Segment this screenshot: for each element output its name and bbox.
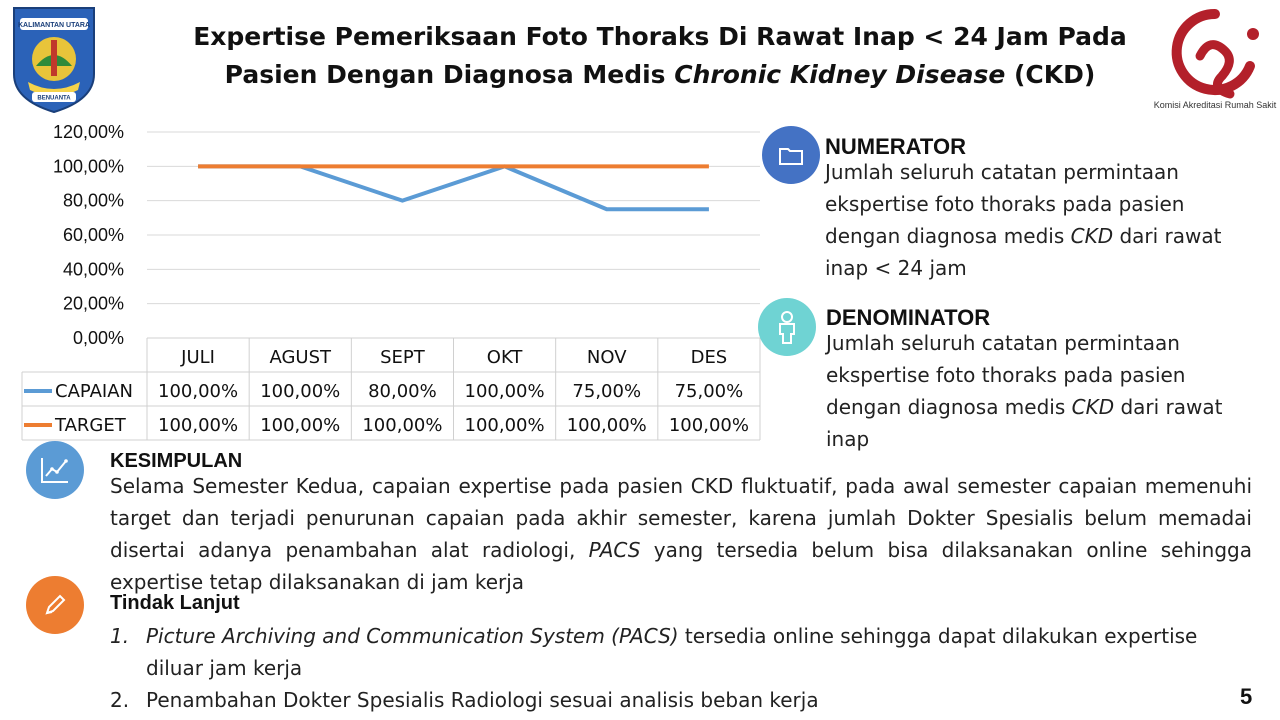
kesimpulan-icon-circle — [26, 441, 84, 499]
data-label: 75,00% — [674, 381, 744, 402]
y-tick-label: 80,00% — [62, 190, 124, 211]
page-title — [160, 18, 1160, 94]
legend-label: TARGET — [55, 415, 126, 436]
kars-caption: Komisi Akreditasi Rumah Sakit — [1153, 100, 1277, 110]
y-tick-label: 120,00% — [52, 122, 124, 142]
x-category-label: AGUST — [269, 347, 332, 368]
data-label: 100,00% — [362, 415, 443, 436]
data-label: 100,00% — [464, 415, 545, 436]
y-tick-label: 100,00% — [52, 156, 124, 177]
y-tick-label: 60,00% — [62, 225, 124, 245]
x-category-label: JULI — [181, 347, 215, 368]
tindak-lanjut-item-2: 2. Penambahan Dokter Spesialis Radiologi sesuai analisis beban kerja — [110, 688, 819, 712]
denominator-heading: DENOMINATOR — [826, 305, 991, 330]
data-label: 100,00% — [464, 381, 545, 402]
province-logo — [8, 4, 100, 114]
title-line-1: Expertise Pemeriksaan Foto Thoraks Di Rawat Inap < 24 Jam Pada — [193, 22, 1127, 51]
kesimpulan-heading: KESIMPULAN — [110, 450, 243, 472]
numerator-icon-circle — [762, 126, 820, 184]
y-tick-label: 0,00% — [72, 328, 124, 348]
tindak-lanjut-item-1: 1. Picture Archiving and Communication System (PACS) tersedia online sehingga dapat dilakukan expertise diluar jam kerja — [110, 624, 1198, 680]
kesimpulan-text: Selama Semester Kedua, capaian expertise pada pasien CKD fluktuatif, pada awal semester capaian memenuhi target dan terjadi penurunan capaian pada akhir semester, karena jumlah Dokter Spesialis belum memadai disertai adanya penambahan alat radiologi, PACS yang tersedia belum bisa dilaksanakan online sehingga expertise tetap dilaksanakan di jam kerja — [110, 474, 1252, 594]
tindak-lanjut-icon-circle — [26, 576, 84, 634]
numerator-body: Jumlah seluruh catatan permintaan ekspertise foto thoraks pada pasien dengan diagnosa medis CKD dari rawat inap < 24 jam — [825, 160, 1222, 280]
data-label: 100,00% — [158, 415, 239, 436]
y-tick-label: 40,00% — [62, 259, 124, 280]
logo-banner-bottom: BENUANTA — [37, 95, 71, 102]
data-label: 75,00% — [572, 381, 642, 402]
logo-banner-top: KALIMANTAN UTARA — [17, 22, 91, 29]
numerator-heading: NUMERATOR — [825, 134, 966, 159]
title-line-2: Pasien Dengan Diagnosa Medis Chronic Kidney Disease (CKD) — [224, 60, 1096, 89]
line-chart — [0, 118, 770, 448]
y-tick-label: 20,00% — [62, 293, 124, 314]
x-category-label: SEPT — [380, 347, 425, 368]
data-label: 100,00% — [566, 415, 647, 436]
denominator-icon-circle — [758, 298, 816, 356]
denominator-body: Jumlah seluruh catatan permintaan ekspertise foto thoraks pada pasien dengan diagnosa medis CKD dari rawat inap — [826, 331, 1223, 451]
x-category-label: NOV — [586, 347, 627, 368]
data-label: 80,00% — [368, 381, 437, 402]
chart-icon — [38, 454, 72, 486]
legend-label: CAPAIAN — [55, 381, 133, 402]
person-icon — [772, 310, 802, 344]
data-label: 100,00% — [260, 381, 341, 402]
data-label: 100,00% — [668, 415, 749, 436]
data-label: 100,00% — [158, 381, 239, 402]
folder-icon — [776, 140, 806, 170]
data-label: 100,00% — [260, 415, 341, 436]
page-number: 5 — [1240, 684, 1253, 709]
tindak-lanjut-heading: Tindak Lanjut — [110, 592, 240, 614]
x-category-label: OKT — [486, 347, 523, 368]
pencil-icon — [40, 590, 70, 620]
series-line-capaian — [198, 166, 709, 209]
x-category-label: DES — [690, 347, 728, 368]
